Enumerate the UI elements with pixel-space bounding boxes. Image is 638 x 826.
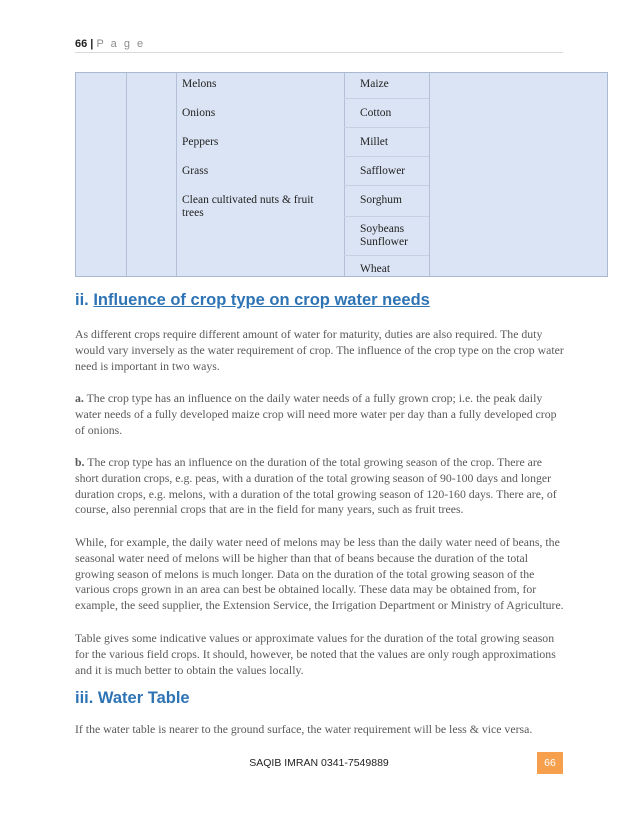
header-separator: | [87, 38, 97, 50]
table-divider [344, 73, 345, 276]
crop-cell-right: Millet [360, 136, 389, 148]
crop-table [75, 72, 608, 277]
row-separator [344, 216, 429, 217]
section-prefix: ii. [75, 291, 94, 309]
row-separator [344, 98, 429, 99]
footer-page-badge: 66 [537, 752, 563, 774]
paragraph-text: The crop type has an influence on the duration of the total growing season of the crop. There are short duration crops, e.g. peas, with a duration of the total growing season of 90-100 days and longer duration crops, e.g. melons, with a duration of the total growing season of 120-160 days. There are, of course, also perennial crops that are in the field for many years, such as fruit trees. [75, 455, 557, 517]
paragraph-b [75, 455, 567, 518]
crop-cell-right: Wheat [360, 263, 391, 275]
header-page-word: P a g e [96, 38, 146, 50]
paragraph: As different crops require different amount of water for maturity, duties are also required. The duty would vary inversely as the water requirement of crop. The influence of the crop type on the crop water need is important in two ways. [75, 327, 564, 373]
paragraph: While, for example, the daily water need of melons may be less than the daily water need of beans, the seasonal water need of melons will be higher than that of beans because the duration of the total growing season of melons is much longer. Data on the duration of the total growing season of the various crops grown in an area can best be obtained locally. These data may be obtained from, for example, the seed supplier, the Extension Service, the Irrigation Department or Ministry of Agriculture. [75, 535, 564, 613]
header-page-number: 66 [75, 38, 88, 50]
paragraph-lead: a. [75, 391, 84, 405]
section-title: Influence of crop type on crop water needs [93, 291, 430, 309]
row-separator [344, 127, 429, 128]
row-separator [344, 185, 429, 186]
page-header [75, 38, 563, 53]
crop-cell-right: Safflower [360, 165, 406, 177]
crop-cell-left: Onions [182, 107, 216, 119]
row-separator [344, 255, 429, 256]
crop-cell-right: Soybeans [360, 223, 405, 235]
paragraph: If the water table is nearer to the ground surface, the water requirement will be less & vice versa. [75, 722, 533, 736]
table-divider [126, 73, 127, 276]
paragraph: Table gives some indicative values or approximate values for the duration of the total growing season for the various field crops. It should, however, be noted that the values are only rough approximations and it is much better to obtain the values locally. [75, 631, 556, 677]
page-footer [75, 752, 563, 774]
footer-author: SAQIB IMRAN 0341-7549889 [249, 757, 389, 769]
crop-cell-left: Grass [182, 165, 209, 177]
crop-cell-right: Sunflower [360, 236, 408, 248]
paragraph-lead: b. [75, 455, 85, 469]
table-divider [429, 73, 430, 276]
section-heading-water-table: iii. Water Table [75, 689, 190, 707]
crop-cell-right: Sorghum [360, 194, 402, 206]
crop-cell-left: Melons [182, 78, 217, 90]
section-heading-crop-type [75, 291, 430, 310]
crop-cell-left: Peppers [182, 136, 219, 148]
crop-cell-right: Cotton [360, 107, 392, 119]
paragraph-text: The crop type has an influence on the daily water needs of a fully grown crop; i.e. the peak daily water needs of a fully developed maize crop will need more water per day than a fully developed crop of onions. [75, 391, 557, 437]
table-divider [176, 73, 177, 276]
row-separator [344, 156, 429, 157]
crop-cell-left: Clean cultivated nuts & fruit trees [182, 194, 314, 219]
crop-cell-right: Maize [360, 78, 389, 90]
paragraph-a [75, 391, 567, 438]
